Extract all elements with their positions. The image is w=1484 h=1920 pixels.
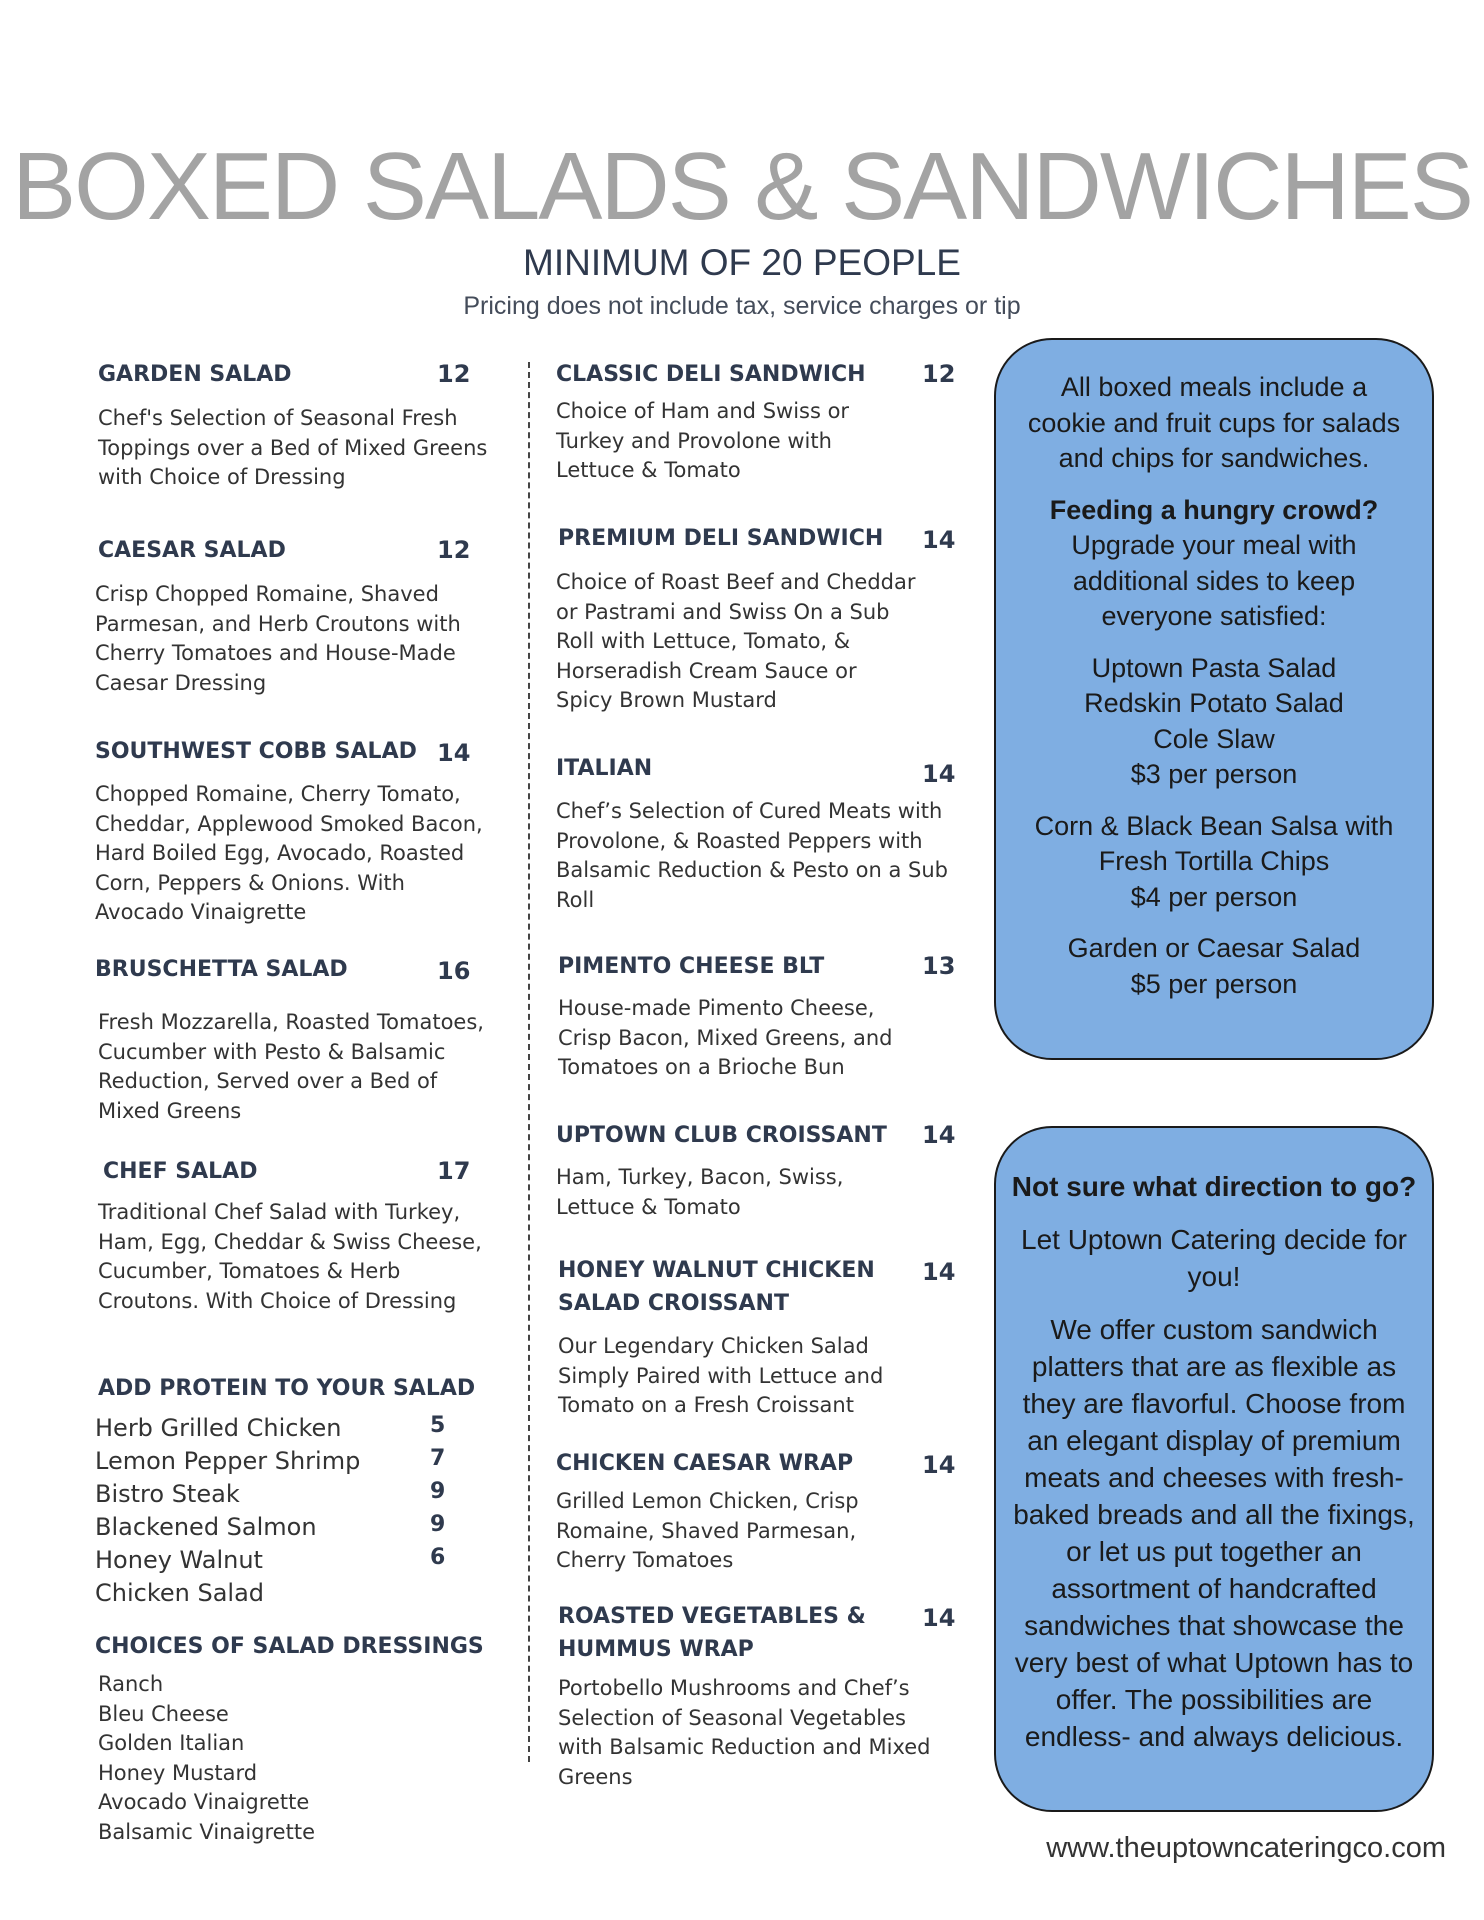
protein-item: Honey Walnut xyxy=(95,1546,263,1574)
boxed-meals-info-box xyxy=(994,338,1434,1060)
protein-price: 6 xyxy=(430,1545,446,1570)
side-price: $5 per person xyxy=(1130,968,1298,999)
protein-list xyxy=(95,1412,360,1610)
protein-price: 5 xyxy=(430,1413,446,1438)
page-subtitle: MINIMUM OF 20 PEOPLE xyxy=(523,242,961,283)
box-heading: Feeding a hungry crowd? xyxy=(1049,494,1379,525)
sandwich-price: 14 xyxy=(922,760,956,788)
dressings-heading: CHOICES OF SALAD DRESSINGS xyxy=(95,1634,484,1659)
salad-name: BRUSCHETTA SALAD xyxy=(95,957,348,982)
salad-description: Chef's Selection of Seasonal Fresh Toppings over a Bed of Mixed Greens with Choice of Dressing xyxy=(98,406,488,489)
salad-price: 12 xyxy=(437,360,471,388)
sandwich-name: CHICKEN CAESAR WRAP xyxy=(556,1451,854,1476)
salad-name: CHEF SALAD xyxy=(103,1159,258,1184)
dressing-item: Balsamic Vinaigrette xyxy=(98,1819,315,1844)
protein-price: 9 xyxy=(430,1479,446,1504)
sandwich-description: Ham, Turkey, Bacon, Swiss, Lettuce & Tomato xyxy=(556,1165,844,1219)
salad-description: Crisp Chopped Romaine, Shaved Parmesan, and Herb Croutons with Cherry Tomatoes and House-Made Caesar Dressing xyxy=(95,582,461,695)
dressing-item: Bleu Cheese xyxy=(98,1701,229,1726)
protein-item: Blackened Salmon xyxy=(95,1513,317,1541)
dressing-item: Ranch xyxy=(98,1672,164,1696)
salad-price: 12 xyxy=(437,536,471,564)
custom-body: We offer custom sandwich platters that are as flexible as they are flavorful. Choose from an elegant display of premium meats and cheeses with fresh-baked breads and all the fixings, or let us put together an assortment of handcrafted sandwiches that showcase the very best of what Uptown has to offer. The possibilities are endless- and always delicious. xyxy=(1013,1314,1415,1752)
sandwich-name: PIMENTO CHEESE BLT xyxy=(558,954,825,979)
sandwich-name: ITALIAN xyxy=(556,756,653,781)
sandwich-name: PREMIUM DELI SANDWICH xyxy=(558,526,884,551)
dressing-item: Honey Mustard xyxy=(98,1760,258,1785)
protein-price: 9 xyxy=(430,1512,446,1537)
sandwich-price: 14 xyxy=(922,1451,956,1479)
box-intro: All boxed meals include a cookie and fruit cups for salads and chips for sandwiches. xyxy=(1027,372,1401,473)
protein-item: Herb Grilled Chicken xyxy=(95,1414,342,1442)
sandwich-name: CLASSIC DELI SANDWICH xyxy=(556,362,866,387)
column-divider xyxy=(528,362,530,1762)
sandwich-price: 14 xyxy=(922,526,956,554)
salad-name: GARDEN SALAD xyxy=(98,362,292,387)
sandwich-description: Our Legendary Chicken Salad Simply Paired with Lettuce and Tomato on a Fresh Croissant xyxy=(558,1334,884,1417)
sandwich-price: 14 xyxy=(922,1258,956,1286)
side-item: Garden or Caesar Salad xyxy=(1067,933,1361,963)
protein-heading: ADD PROTEIN TO YOUR SALAD xyxy=(98,1376,476,1401)
dressings-list xyxy=(98,1670,315,1847)
custom-line: Let Uptown Catering decide for you! xyxy=(1021,1224,1407,1292)
sandwich-description: Portobello Mushrooms and Chef’s Selection of Seasonal Vegetables with Balsamic Reduction and Mixed Greens xyxy=(558,1676,931,1789)
website-link[interactable]: www.theuptowncateringco.com xyxy=(1046,1832,1446,1864)
sandwich-name: UPTOWN CLUB CROISSANT xyxy=(556,1123,887,1148)
side-item: Uptown Pasta Salad xyxy=(1091,652,1337,683)
sandwich-name: HONEY WALNUT CHICKEN SALAD CROISSANT xyxy=(558,1258,875,1316)
salad-price: 16 xyxy=(437,957,471,985)
sandwich-name: ROASTED VEGETABLES & HUMMUS WRAP xyxy=(558,1604,866,1662)
sandwich-price: 13 xyxy=(922,952,956,980)
sandwich-price: 14 xyxy=(922,1604,956,1632)
custom-platters-box xyxy=(994,1126,1434,1812)
pricing-note: Pricing does not include tax, service charges or tip xyxy=(463,292,1021,320)
side-item: Cole Slaw xyxy=(1153,723,1275,754)
sandwich-description: Chef’s Selection of Cured Meats with Provolone, & Roasted Peppers with Balsamic Reduction & Pesto on a Sub Roll xyxy=(556,799,949,912)
sandwich-price: 14 xyxy=(922,1121,956,1149)
side-price: $4 per person xyxy=(1130,881,1298,912)
page-title: BOXED SALADS & SANDWICHES xyxy=(12,133,1472,240)
salad-description: Fresh Mozzarella, Roasted Tomatoes, Cucumber with Pesto & Balsamic Reduction, Served over a Bed of Mixed Greens xyxy=(98,1010,484,1123)
dressing-item: Golden Italian xyxy=(98,1731,245,1755)
protein-item: Chicken Salad xyxy=(95,1579,265,1607)
sandwich-description: Grilled Lemon Chicken, Crisp Romaine, Shaved Parmesan, Cherry Tomatoes xyxy=(556,1489,859,1572)
salad-name: CAESAR SALAD xyxy=(98,538,286,563)
dressing-item: Avocado Vinaigrette xyxy=(98,1790,310,1814)
salad-name: SOUTHWEST COBB SALAD xyxy=(95,739,417,764)
sandwich-description: House-made Pimento Cheese, Crisp Bacon, Mixed Greens, and Tomatoes on a Brioche Bun xyxy=(558,996,893,1079)
salad-description: Traditional Chef Salad with Turkey, Ham, Egg, Cheddar & Swiss Cheese, Cucumber, Tomatoes & Herb Croutons. With Choice of Dressing xyxy=(98,1200,482,1313)
box-upgrade: Upgrade your meal with additional sides to keep everyone satisfied: xyxy=(1071,530,1357,631)
side-price: $3 per person xyxy=(1130,759,1298,789)
side-item: Corn & Black Bean Salsa with Fresh Tortilla Chips xyxy=(1034,810,1394,876)
side-item: Redskin Potato Salad xyxy=(1084,688,1344,718)
salad-price: 14 xyxy=(437,739,471,767)
salad-price: 17 xyxy=(437,1157,471,1185)
sandwich-description: Choice of Ham and Swiss or Turkey and Provolone with Lettuce & Tomato xyxy=(556,399,850,482)
sandwich-description: Choice of Roast Beef and Cheddar or Pastrami and Swiss On a Sub Roll with Lettuce, Tomato, & Horseradish Cream Sauce or Spicy Brown Mustard xyxy=(556,570,916,712)
sandwich-price: 12 xyxy=(922,360,956,388)
salad-description: Chopped Romaine, Cherry Tomato, Cheddar, Applewood Smoked Bacon, Hard Boiled Egg, Avocado, Roasted Corn, Peppers & Onions. With Avocado Vinaigrette xyxy=(95,782,483,924)
protein-price: 7 xyxy=(430,1446,446,1471)
custom-heading: Not sure what direction to go? xyxy=(1011,1171,1417,1202)
protein-item: Lemon Pepper Shrimp xyxy=(95,1447,361,1475)
protein-price-list xyxy=(430,1409,445,1574)
protein-item: Bistro Steak xyxy=(95,1480,240,1508)
